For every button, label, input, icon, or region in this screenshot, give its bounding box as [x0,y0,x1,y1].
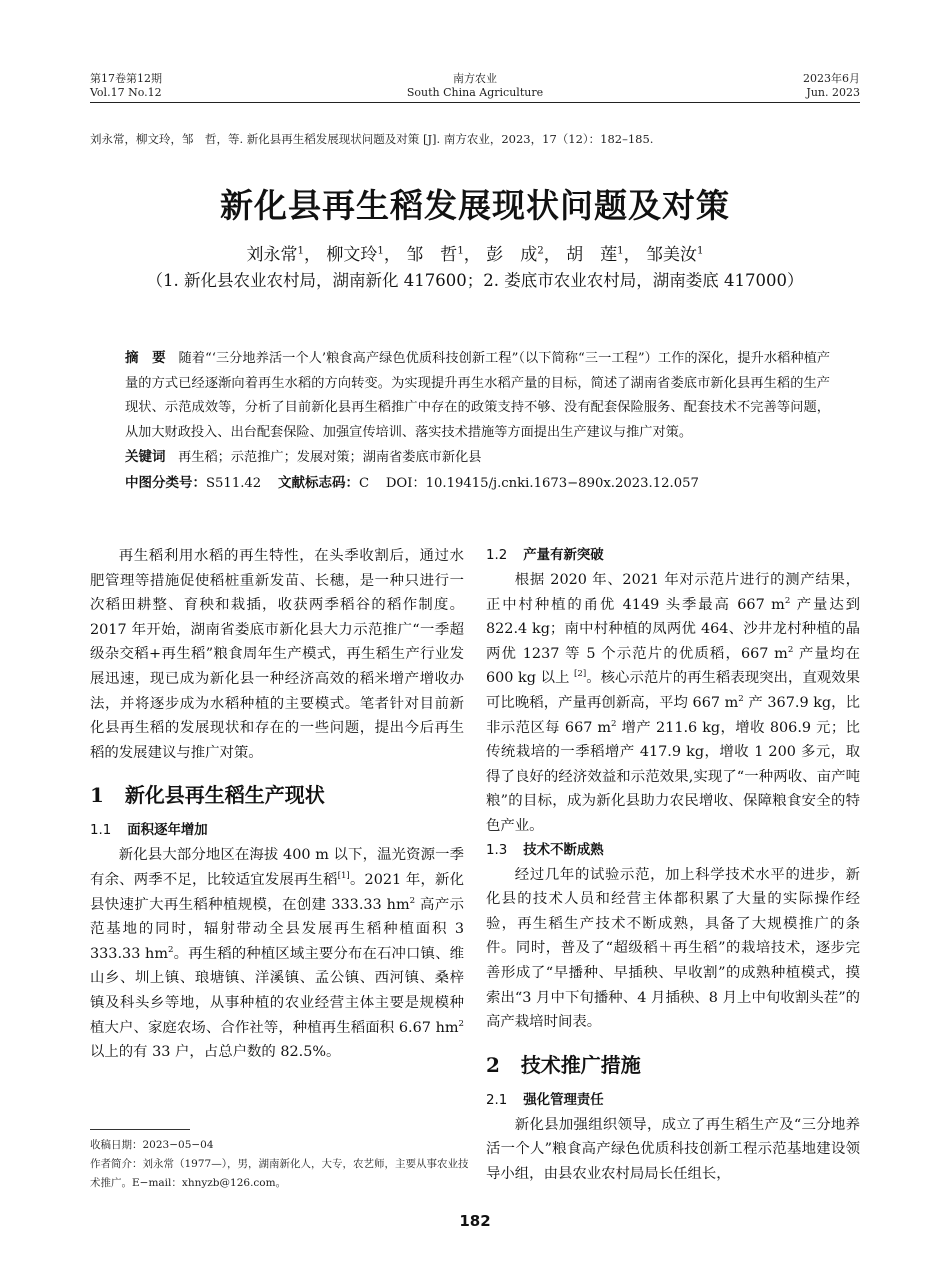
volume-en: Vol.17 No.12 [90,86,162,99]
keywords-label: 关键词 [125,449,166,466]
paragraph [90,843,464,1064]
section-number: 2 [486,1052,500,1077]
clc-value: S511.42 [206,475,262,491]
doi-label: DOI： [385,475,426,491]
journal-name-en: South China Agriculture [406,86,544,99]
author: 邹美汝 [645,245,697,265]
received-date: 收稿日期：2023−05−04 [90,1139,214,1151]
journal-date [803,72,860,100]
date-cn: 2023年6月 [803,72,860,85]
author: 刘永常 [246,245,298,265]
reference-mark: [1] [337,871,350,882]
superscript: 2 [787,644,794,655]
abstract-text: 随着“‘三分地养活一个人’粮食高产绿色优质科技创新工程”（以下简称“三一工程”）工作的深化，提升水稻种植产量的方式已经逐渐向着再生水稻的方向转变。为实现提升再生水稻产量的目标，简述了湖南省娄底市新化县再生稻的生产现状、示范成效等，分析了目前新化县再生稻推广中存在的政策支持不够、没有配套保险服务、配套技术不完善等问题，从加大财政投入、出台配套保险、加强宣传培训、落实技术措施等方面提出生产建议与推广对策。 [125,351,831,440]
affiliation: （1. 新化县农业农村局，湖南新化 417600；2. 娄底市农业农村局，湖南娄底 417000） [146,271,804,290]
author-bio: 作者简介：刘永常（1977—），男，湖南新化人，大专，农艺师，主要从事农业技术推广。E−mail：xhnyzb@126.com。 [90,1158,469,1189]
section-heading [486,1051,860,1079]
keywords [125,445,830,471]
text-run: 产量均在 600 kg 以上 [486,645,861,687]
text-run: 。核心示范片的再生稻表现突出，直观效果可比晚稻，产量再创新高，平均 667 m [486,670,860,711]
left-column [90,544,464,1065]
doccode-value: C [358,475,370,491]
page-number: 182 [459,1212,491,1230]
subsection-number: 1.2 [486,548,508,563]
text-run: 新化县大部分地区在海拔 400 m 以下，温光资源一季有余、两季不足，比较适宜发展再生稻 [90,847,464,888]
author-affiliation-mark: 1 [696,245,704,257]
subsection-number: 1.1 [90,823,112,839]
author: 彭 成 [486,245,538,265]
section-heading [90,781,464,809]
author: 柳文玲 [326,245,378,265]
reference-mark: [2] [574,669,587,680]
clc-label: 中图分类号： [125,474,206,491]
subsection-title: 强化管理责任 [523,1092,604,1108]
text-run: 产 367.9 kg，比非示范区每 667 m [486,694,860,736]
text-run: 以上的有 33 户，占总户数的 82.5%。 [90,1044,341,1061]
subsection-heading [90,819,464,843]
author: 邹 哲 [406,245,458,265]
doi-value: 10.19415/j.cnki.1673−890x.2023.12.057 [425,475,699,491]
paragraph: 新化县加强组织领导，成立了再生稻生产及“三分地养活一个人”粮食高产绿色优质科技创新工程示范基地建设领导小组，由县农业农村局局长任组长， [486,1116,860,1182]
superscript: 2 [611,718,617,729]
text-run: 。2021 年，新化县快速扩大再生稻种植规模，在创建 333.33 hm [90,871,464,913]
citation: 刘永常，柳文玲，邹 哲，等. 新化县再生稻发展现状问题及对策 [J]. 南方农业，2023，17（12）：182–185. [90,132,654,146]
text-run: 增产 211.6 kg，增收 806.9 元；比传统栽培的一季稻增产 417.9 kg，增收 1 200 多元，取得了良好的经济效益和示范效果,实现了“一种两收、亩产吨粮”的目标，成为新化县助力农民增收、保障粮食安全的特色产业。 [486,719,860,834]
footnote [90,1136,470,1193]
text-run: 产量达到 822.4 kg；南中村种植的凤两优 464、沙井龙村种植的晶两优 1237 等 5 个示范片的优质稻，667 m [486,596,860,662]
author-affiliation-mark: 1 [457,245,464,257]
date-en: Jun. 2023 [806,86,860,99]
article-title: 新化县再生稻发展现状问题及对策 [220,186,730,225]
header-rule [90,102,860,103]
abstract [125,346,830,445]
text-run: 根据 2020 年、2021 年对示范片进行的测产结果，正中村种植的甬优 4149 头季最高 667 m [486,572,860,613]
superscript: 2 [167,944,174,955]
author-affiliation-mark: 2 [537,245,544,257]
author-affiliation-mark: 1 [377,245,384,257]
superscript: 2 [458,1018,464,1029]
author-list: 刘永常$^1$， 柳文玲$^1$， 邹 哲$^1$， 彭 成$^2$， 胡 莲$^1$， 邹美汝$^1$ [246,245,704,265]
subsection-number: 2.1 [486,1092,508,1108]
text-run: 高产示范基地的同时，辐射带动全县发展再生稻种植面积 3 333.33 hm [90,896,464,962]
superscript: 2 [784,595,791,606]
author: 胡 莲 [566,245,618,265]
text-run: 。再生稻的种植区域主要分布在石冲口镇、维山乡、圳上镇、琅塘镇、洋溪镇、孟公镇、西河镇、桑梓镇及科头乡等地，从事种植的农业经营主体主要是规模种植大户、家庭农场、合作社等，种植再生稻面积 6.67 hm [90,945,464,1036]
paragraph [486,568,860,839]
subsection-title: 技术不断成熟 [523,842,604,858]
author-affiliation-mark: 1 [297,245,305,257]
footnote-rule [90,1129,190,1130]
subsection-number: 1.3 [486,842,508,858]
journal-name-cn: 南方农业 [453,72,497,85]
section-title: 新化县再生稻生产现状 [124,783,325,808]
section-number: 1 [90,783,104,808]
author-affiliation-mark: 1 [617,245,624,257]
subsection-heading [486,839,860,863]
superscript: 2 [738,694,744,705]
volume-cn: 第17卷第12期 [90,72,162,85]
subsection-heading [486,1089,860,1113]
right-column [486,544,860,1186]
subsection-title: 产量有新突破 [523,548,604,563]
abstract-label: 摘 要 [125,350,166,366]
section-title: 技术推广措施 [520,1052,641,1077]
subsection-title: 面积逐年增加 [127,823,208,839]
classification [125,471,830,497]
paragraph: 经过几年的试验示范，加上科学技术水平的进步，新化县的技术人员和经营主体都积累了大量的实际操作经验，再生稻生产技术不断成熟，具备了大规模推广的条件。同时，普及了“超级稻＋再生稻”的栽培技术，逐步完善形成了“早播种、早插秧、早收割”的成熟种植模式，摸索出“3 月中下旬播种、4 月插秧、8 月上中旬收割头茬”的高产栽培时间表。 [486,866,860,1031]
keywords-text: 再生稻；示范推广；发展对策；湖南省娄底市新化县 [178,450,482,466]
abstract-block [125,346,830,497]
intro-paragraph: 再生稻利用水稻的再生特性，在头季收割后，通过水肥管理等措施促使稻桩重新发苗、长穗，是一种只进行一次稻田耕整、育秧和栽插，收获两季稻谷的稻作制度。2017 年开始，湖南省娄底市新化县大力示范推广“一季超级杂交稻+再生稻”粮食周年生产模式，再生稻生产行业发展迅速，现已成为新化县一种经济高效的稻米增产增收办法，并将逐步成为水稻种植的主要模式。笔者针对目前新化县再生稻的发展现状和存在的一些问题，提出今后再生稻的发展建议与推广对策。 [90,548,464,761]
doccode-label: 文献标志码： [277,474,359,491]
subsection-heading [486,544,860,568]
superscript: 2 [409,895,416,906]
